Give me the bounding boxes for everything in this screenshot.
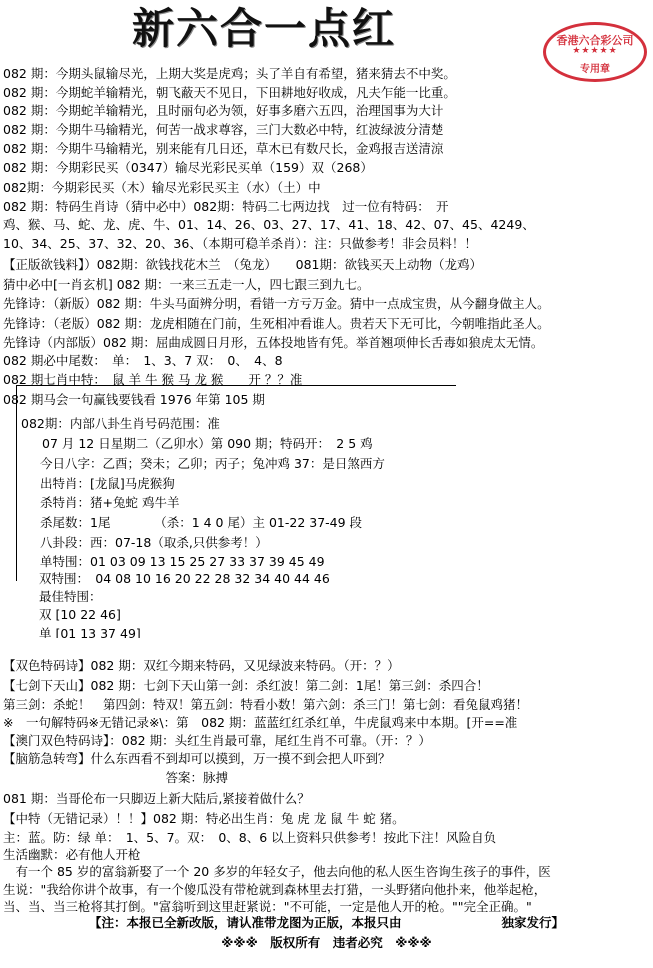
text-line: 先锋诗：（新版）082 期：牛头马面辨分明，看错一方亏万金。猜中一点成宝贵，从今翻身做主人。 xyxy=(3,296,550,311)
text-line: 生活幽默：必有他人开枪 xyxy=(3,847,141,862)
text-line: 【双色特码诗】082 期：双红今期来特码，又见绿波来特码。（开：？） xyxy=(3,658,400,673)
text-line: 主：蓝。防：绿 单： 1、5、7。双： 0、8、6 以上资料只供参考！按此下注！风险自负 xyxy=(3,830,497,845)
story-line: 生说："我给你讲个故事，有一个傻瓜没有带枪就到森林里去打猎，一头野猪向他扑来，他举起枪， xyxy=(3,882,547,897)
box-line: 八卦段：西：07-18（取杀,只供参考！） xyxy=(40,535,268,550)
box-line: 单特围：01 03 09 13 15 25 27 33 37 39 45 49 xyxy=(40,554,325,569)
seal-name: 香港六合彩公司 xyxy=(556,34,634,47)
text-line: 先锋诗（内部版）082 期：屈曲成圆日月形，五体投地皆有凭。举首翘项伸长舌毒如狼虎太无情。 xyxy=(3,335,544,350)
text-line: 082 期：今期蛇羊输精光，且时丽句必为领，好事多磨六五四，治理国事为大计 xyxy=(3,103,444,118)
text-line: 【七剑下天山】082 期：七剑下天山第一剑：杀红波！第二剑：1尾！第三剑：杀四合！ xyxy=(3,678,489,693)
text-line: 082期：今期彩民买（木）输尽光彩民买主（水）（土）中 xyxy=(3,180,321,195)
best-even: 双 [10 22 46] xyxy=(39,607,121,622)
company-seal xyxy=(543,22,647,82)
text-line: 鸡、猴、马、蛇、龙、虎、牛、01、14、26、03、27、17、41、18、42、07、45、4249、 xyxy=(3,217,535,232)
text-line: 082 期：今期牛马输精光，别来能有几日还，草木已有数尺长，金鸡报吉送清涼 xyxy=(3,141,444,156)
text-line: 081 期：当哥伦布一只脚迈上新大陆后,紧接着做什么？ xyxy=(3,791,310,806)
box-line: 杀特肖：猪+兔蛇 鸡牛羊 xyxy=(40,495,180,510)
box-line: 双特围： 04 08 10 16 20 22 28 32 34 40 44 46 xyxy=(39,571,330,586)
seal-label: 专用章 xyxy=(580,64,610,75)
box-line: 07 月 12 日星期二（乙卯水）第 090 期；特码开： 2 5 鸡 xyxy=(42,436,373,451)
box-line: 杀尾数：1尾 （杀：1 4 0 尾）主 01-22 37-49 段 xyxy=(40,515,363,530)
text-line: 【正版欲钱料】）082期：欲钱找花木兰 （兔龙） 081期：欲钱买天上动物（龙鸡） xyxy=(3,257,482,272)
text-line: 082 期：今期蛇羊输精光，朝飞蔽天不见日，下田耕地好收成，凡夫乍能一比重。 xyxy=(3,85,456,100)
text-line: 082 期马会一句赢钱要钱看 1976 年第 105 期 xyxy=(3,392,265,407)
text-line: 【澳门双色特码诗】：082 期：头红生肖最可靠，尾红生肖不可靠。（开：？） xyxy=(3,733,431,748)
text-line: 猜中必中[一肖玄机] 082 期：一来三五走一人，四七跟三到九七。 xyxy=(3,277,370,292)
text-line: 第三剑：杀蛇！ 第四剑：特双！第五剑：特看小数！第六剑：杀三门！第七剑：看兔鼠鸡猪！ xyxy=(3,697,529,712)
text-line: 082 期七肖中特： 鼠 羊 牛 猴 马 龙 猴 开 ？？准 xyxy=(3,372,303,387)
box-heading: 082期：内部八卦生肖号码范围：准 xyxy=(21,416,220,431)
best-odd: 单 [01 13 37 49] xyxy=(39,626,141,638)
text-line: 082 期必中尾数： 单： 1、3、7 双： 0、 4、8 xyxy=(3,353,283,368)
text-line: 10、34、25、37、32、20、36、（本期可稳羊杀肖）：注：只做参考！非会员料！！ xyxy=(3,236,477,251)
best-label: 最佳特围： xyxy=(39,589,102,604)
text-line: 082 期：特码生肖诗（猜中必中）082期：特码二七两边找 过一位有特码： 开 xyxy=(3,199,449,214)
footer-notice: 【注：本报已全新改版，请认准带龙图为正版，本报只由 独家发行】 xyxy=(88,915,564,930)
text-line: 082 期：今期彩民买（0347）输尽光彩民买单（159）双（268） xyxy=(3,160,373,175)
seal-stars: ★★★★★ xyxy=(572,46,618,56)
text-line: ※ 一句解特码※无错记录※\：第 082 期：蓝蓝红红杀红单，牛虎鼠鸡来中本期。[开==准 xyxy=(3,715,518,730)
box-line: 出特肖：[龙鼠]马虎猴狗 xyxy=(40,476,175,491)
text-line: 【中特（无错记录）！！】082 期：特必出生肖：兔 虎 龙 鼠 牛 蛇 猪。 xyxy=(3,811,405,826)
page-title: 新六合一点红 xyxy=(132,4,397,53)
text-line: 082 期：今期头鼠输尽光，上期大奖是虎鸡；头了羊自有希望，猪来猜去不中奖。 xyxy=(3,66,456,81)
bagua-box xyxy=(16,385,456,581)
story-line: 有一个 85 岁的富翁新娶了一个 20 多岁的年轻女子，他去向他的私人医生咨询生孩子的事件，医 xyxy=(3,864,551,879)
text-line: 【脑筋急转弯】什么东西看不到却可以摸到，万一摸不到会把人吓到？ xyxy=(3,751,391,766)
text-line: 082 期：今期牛马输精光，何苦一战求尊容，三门大数必中特，红波绿波分清楚 xyxy=(3,122,444,137)
answer: 答案：脉搏 xyxy=(3,770,229,785)
text-line: 先锋诗：（老版）082 期：龙虎相随在门前，生死相冲看谁人。贵若天下无可比，今朝唯指此圣人。 xyxy=(3,316,550,331)
story-line: 当、当、当三枪将其打倒。"富翁听到这里赶紧说："不可能，一定是他人开的枪。""完全正确。" xyxy=(3,899,532,914)
box-line: 今日八字：乙酉；癸未；乙卯；丙子；兔冲鸡 37：是日煞西方 xyxy=(40,456,385,471)
footer-copyright: ※※※ 版权所有 违者必究 ※※※ xyxy=(221,935,432,950)
